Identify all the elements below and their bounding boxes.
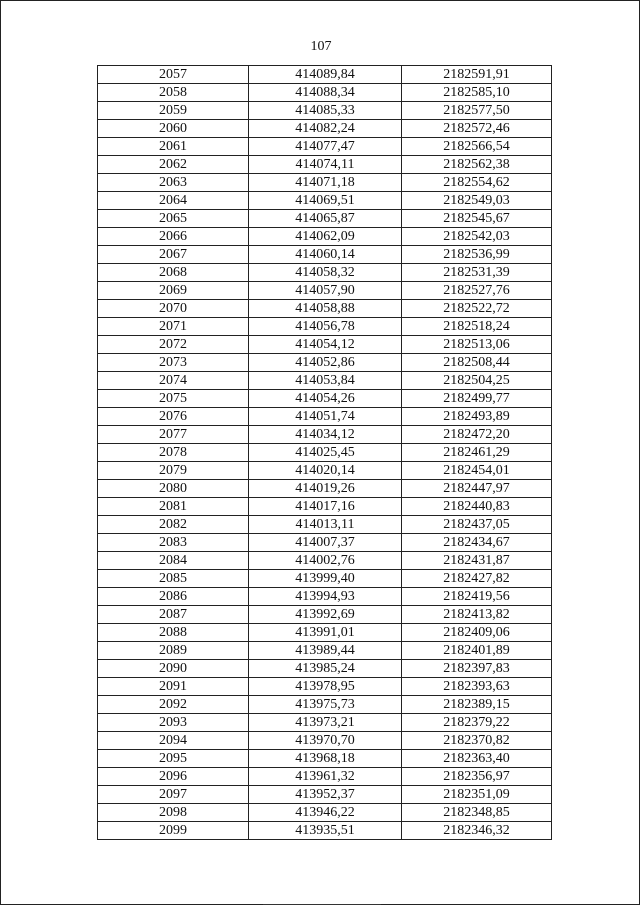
table-row — [98, 624, 552, 642]
x-coordinate-cell: 414058,88 — [249, 300, 402, 318]
point-number-cell: 2081 — [98, 498, 249, 516]
point-number-cell: 2083 — [98, 534, 249, 552]
x-coordinate-cell: 414069,51 — [249, 192, 402, 210]
table-row — [98, 804, 552, 822]
x-coordinate-cell: 414065,87 — [249, 210, 402, 228]
x-coordinate-cell: 414013,11 — [249, 516, 402, 534]
x-coordinate-cell: 414002,76 — [249, 552, 402, 570]
point-number-cell: 2068 — [98, 264, 249, 282]
y-coordinate-cell: 2182401,89 — [402, 642, 552, 660]
point-number-cell: 2097 — [98, 786, 249, 804]
table-row — [98, 156, 552, 174]
x-coordinate-cell: 413935,51 — [249, 822, 402, 840]
y-coordinate-cell: 2182522,72 — [402, 300, 552, 318]
x-coordinate-cell: 413975,73 — [249, 696, 402, 714]
table-row — [98, 696, 552, 714]
point-number-cell: 2099 — [98, 822, 249, 840]
table-row — [98, 354, 552, 372]
point-number-cell: 2093 — [98, 714, 249, 732]
point-number-cell: 2088 — [98, 624, 249, 642]
y-coordinate-cell: 2182434,67 — [402, 534, 552, 552]
table-row — [98, 822, 552, 840]
point-number-cell: 2060 — [98, 120, 249, 138]
y-coordinate-cell: 2182504,25 — [402, 372, 552, 390]
table-row — [98, 264, 552, 282]
x-coordinate-cell: 414052,86 — [249, 354, 402, 372]
x-coordinate-cell: 413994,93 — [249, 588, 402, 606]
y-coordinate-cell: 2182379,22 — [402, 714, 552, 732]
table-row — [98, 300, 552, 318]
x-coordinate-cell: 414062,09 — [249, 228, 402, 246]
point-number-cell: 2089 — [98, 642, 249, 660]
x-coordinate-cell: 414051,74 — [249, 408, 402, 426]
x-coordinate-cell: 414053,84 — [249, 372, 402, 390]
table-row — [98, 516, 552, 534]
table-row — [98, 552, 552, 570]
y-coordinate-cell: 2182389,15 — [402, 696, 552, 714]
table-row — [98, 462, 552, 480]
x-coordinate-cell: 414082,24 — [249, 120, 402, 138]
point-number-cell: 2070 — [98, 300, 249, 318]
point-number-cell: 2085 — [98, 570, 249, 588]
y-coordinate-cell: 2182518,24 — [402, 318, 552, 336]
point-number-cell: 2073 — [98, 354, 249, 372]
table-row — [98, 444, 552, 462]
table-row — [98, 732, 552, 750]
table-row — [98, 372, 552, 390]
y-coordinate-cell: 2182419,56 — [402, 588, 552, 606]
x-coordinate-cell: 414058,32 — [249, 264, 402, 282]
y-coordinate-cell: 2182562,38 — [402, 156, 552, 174]
table-row — [98, 426, 552, 444]
point-number-cell: 2063 — [98, 174, 249, 192]
table-row — [98, 246, 552, 264]
point-number-cell: 2059 — [98, 102, 249, 120]
table-row — [98, 390, 552, 408]
x-coordinate-cell: 413999,40 — [249, 570, 402, 588]
table-row — [98, 642, 552, 660]
x-coordinate-cell: 414071,18 — [249, 174, 402, 192]
table-row — [98, 498, 552, 516]
point-number-cell: 2071 — [98, 318, 249, 336]
table-row — [98, 282, 552, 300]
y-coordinate-cell: 2182348,85 — [402, 804, 552, 822]
table-row — [98, 66, 552, 84]
x-coordinate-cell: 413968,18 — [249, 750, 402, 768]
x-coordinate-cell: 414019,26 — [249, 480, 402, 498]
x-coordinate-cell: 413985,24 — [249, 660, 402, 678]
point-number-cell: 2084 — [98, 552, 249, 570]
x-coordinate-cell: 413991,01 — [249, 624, 402, 642]
point-number-cell: 2067 — [98, 246, 249, 264]
x-coordinate-cell: 414089,84 — [249, 66, 402, 84]
coordinate-table-body — [98, 66, 552, 840]
table-row — [98, 660, 552, 678]
table-row — [98, 174, 552, 192]
table-row — [98, 210, 552, 228]
table-row — [98, 750, 552, 768]
table-row — [98, 606, 552, 624]
table-row — [98, 138, 552, 156]
table-row — [98, 318, 552, 336]
y-coordinate-cell: 2182431,87 — [402, 552, 552, 570]
point-number-cell: 2074 — [98, 372, 249, 390]
table-row — [98, 786, 552, 804]
point-number-cell: 2064 — [98, 192, 249, 210]
y-coordinate-cell: 2182531,39 — [402, 264, 552, 282]
point-number-cell: 2092 — [98, 696, 249, 714]
x-coordinate-cell: 413952,37 — [249, 786, 402, 804]
y-coordinate-cell: 2182536,99 — [402, 246, 552, 264]
y-coordinate-cell: 2182472,20 — [402, 426, 552, 444]
y-coordinate-cell: 2182397,83 — [402, 660, 552, 678]
point-number-cell: 2087 — [98, 606, 249, 624]
x-coordinate-cell: 414054,12 — [249, 336, 402, 354]
point-number-cell: 2075 — [98, 390, 249, 408]
x-coordinate-cell: 413978,95 — [249, 678, 402, 696]
table-row — [98, 570, 552, 588]
x-coordinate-cell: 414007,37 — [249, 534, 402, 552]
y-coordinate-cell: 2182591,91 — [402, 66, 552, 84]
y-coordinate-cell: 2182542,03 — [402, 228, 552, 246]
point-number-cell: 2078 — [98, 444, 249, 462]
y-coordinate-cell: 2182585,10 — [402, 84, 552, 102]
x-coordinate-cell: 414057,90 — [249, 282, 402, 300]
y-coordinate-cell: 2182545,67 — [402, 210, 552, 228]
y-coordinate-cell: 2182566,54 — [402, 138, 552, 156]
y-coordinate-cell: 2182363,40 — [402, 750, 552, 768]
table-row — [98, 102, 552, 120]
point-number-cell: 2086 — [98, 588, 249, 606]
point-number-cell: 2094 — [98, 732, 249, 750]
x-coordinate-cell: 414060,14 — [249, 246, 402, 264]
point-number-cell: 2080 — [98, 480, 249, 498]
x-coordinate-cell: 414034,12 — [249, 426, 402, 444]
x-coordinate-cell: 414085,33 — [249, 102, 402, 120]
page-number: 107 — [310, 39, 332, 54]
x-coordinate-cell: 414054,26 — [249, 390, 402, 408]
y-coordinate-cell: 2182356,97 — [402, 768, 552, 786]
y-coordinate-cell: 2182437,05 — [402, 516, 552, 534]
point-number-cell: 2058 — [98, 84, 249, 102]
table-row — [98, 120, 552, 138]
point-number-cell: 2066 — [98, 228, 249, 246]
point-number-cell: 2090 — [98, 660, 249, 678]
y-coordinate-cell: 2182577,50 — [402, 102, 552, 120]
point-number-cell: 2076 — [98, 408, 249, 426]
y-coordinate-cell: 2182409,06 — [402, 624, 552, 642]
point-number-cell: 2098 — [98, 804, 249, 822]
y-coordinate-cell: 2182370,82 — [402, 732, 552, 750]
point-number-cell: 2077 — [98, 426, 249, 444]
table-row — [98, 408, 552, 426]
x-coordinate-cell: 414017,16 — [249, 498, 402, 516]
y-coordinate-cell: 2182454,01 — [402, 462, 552, 480]
point-number-cell: 2095 — [98, 750, 249, 768]
coordinate-table — [97, 65, 552, 840]
x-coordinate-cell: 414074,11 — [249, 156, 402, 174]
y-coordinate-cell: 2182572,46 — [402, 120, 552, 138]
y-coordinate-cell: 2182527,76 — [402, 282, 552, 300]
x-coordinate-cell: 413946,22 — [249, 804, 402, 822]
y-coordinate-cell: 2182499,77 — [402, 390, 552, 408]
table-row — [98, 678, 552, 696]
point-number-cell: 2082 — [98, 516, 249, 534]
x-coordinate-cell: 413961,32 — [249, 768, 402, 786]
point-number-cell: 2065 — [98, 210, 249, 228]
x-coordinate-cell: 414025,45 — [249, 444, 402, 462]
point-number-cell: 2072 — [98, 336, 249, 354]
y-coordinate-cell: 2182461,29 — [402, 444, 552, 462]
y-coordinate-cell: 2182393,63 — [402, 678, 552, 696]
y-coordinate-cell: 2182346,32 — [402, 822, 552, 840]
x-coordinate-cell: 413989,44 — [249, 642, 402, 660]
x-coordinate-cell: 414056,78 — [249, 318, 402, 336]
y-coordinate-cell: 2182493,89 — [402, 408, 552, 426]
y-coordinate-cell: 2182440,83 — [402, 498, 552, 516]
table-row — [98, 714, 552, 732]
table-row — [98, 228, 552, 246]
point-number-cell: 2079 — [98, 462, 249, 480]
x-coordinate-cell: 414077,47 — [249, 138, 402, 156]
point-number-cell: 2069 — [98, 282, 249, 300]
x-coordinate-cell: 414088,34 — [249, 84, 402, 102]
table-row — [98, 768, 552, 786]
point-number-cell: 2061 — [98, 138, 249, 156]
x-coordinate-cell: 413992,69 — [249, 606, 402, 624]
point-number-cell: 2062 — [98, 156, 249, 174]
x-coordinate-cell: 413970,70 — [249, 732, 402, 750]
y-coordinate-cell: 2182508,44 — [402, 354, 552, 372]
y-coordinate-cell: 2182413,82 — [402, 606, 552, 624]
y-coordinate-cell: 2182351,09 — [402, 786, 552, 804]
y-coordinate-cell: 2182447,97 — [402, 480, 552, 498]
table-row — [98, 534, 552, 552]
x-coordinate-cell: 413973,21 — [249, 714, 402, 732]
table-row — [98, 480, 552, 498]
y-coordinate-cell: 2182554,62 — [402, 174, 552, 192]
y-coordinate-cell: 2182513,06 — [402, 336, 552, 354]
point-number-cell: 2057 — [98, 66, 249, 84]
table-row — [98, 192, 552, 210]
table-row — [98, 84, 552, 102]
point-number-cell: 2096 — [98, 768, 249, 786]
point-number-cell: 2091 — [98, 678, 249, 696]
x-coordinate-cell: 414020,14 — [249, 462, 402, 480]
y-coordinate-cell: 2182549,03 — [402, 192, 552, 210]
table-row — [98, 588, 552, 606]
table-row — [98, 336, 552, 354]
y-coordinate-cell: 2182427,82 — [402, 570, 552, 588]
